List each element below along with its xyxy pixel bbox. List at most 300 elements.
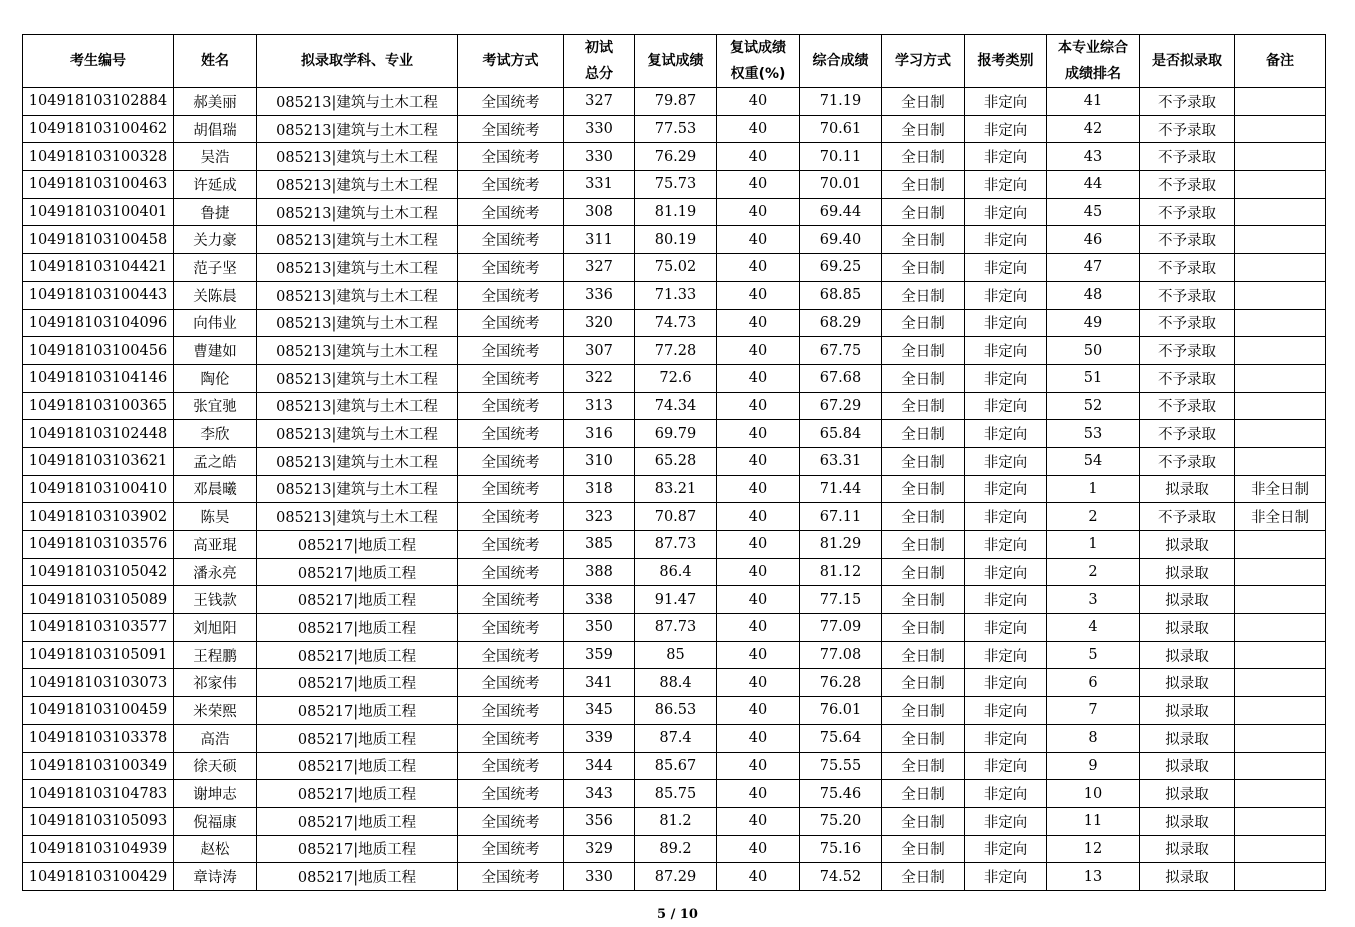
cell-type: 非定向 xyxy=(965,614,1047,642)
cell-weight: 40 xyxy=(717,309,800,337)
cell-type: 非定向 xyxy=(965,337,1047,365)
column-header-total xyxy=(800,35,882,88)
cell-exam: 全国统考 xyxy=(458,364,564,392)
cell-mode: 全日制 xyxy=(882,447,965,475)
table-row xyxy=(23,835,1326,863)
column-header-rank xyxy=(1047,35,1140,88)
cell-major: 085217|地质工程 xyxy=(257,614,458,642)
cell-id: 104918103104146 xyxy=(23,364,174,392)
cell-initial: 330 xyxy=(564,115,635,143)
table-row xyxy=(23,115,1326,143)
cell-major: 085213|建筑与土木工程 xyxy=(257,337,458,365)
cell-rank: 48 xyxy=(1047,281,1140,309)
cell-admit: 不予录取 xyxy=(1140,198,1235,226)
cell-name: 郝美丽 xyxy=(174,88,257,116)
cell-retest: 83.21 xyxy=(635,475,717,503)
column-header-line: 是否拟录取 xyxy=(1152,53,1222,69)
cell-initial: 388 xyxy=(564,558,635,586)
cell-weight: 40 xyxy=(717,88,800,116)
cell-initial: 344 xyxy=(564,752,635,780)
cell-retest: 75.02 xyxy=(635,254,717,282)
table-row xyxy=(23,226,1326,254)
cell-initial: 339 xyxy=(564,724,635,752)
column-header-line: 成绩排名 xyxy=(1065,66,1121,82)
cell-retest: 87.4 xyxy=(635,724,717,752)
cell-type: 非定向 xyxy=(965,420,1047,448)
cell-admit: 拟录取 xyxy=(1140,614,1235,642)
cell-retest: 74.34 xyxy=(635,392,717,420)
cell-type: 非定向 xyxy=(965,503,1047,531)
cell-total: 65.84 xyxy=(800,420,882,448)
cell-mode: 全日制 xyxy=(882,198,965,226)
cell-name: 许延成 xyxy=(174,171,257,199)
cell-rank: 11 xyxy=(1047,807,1140,835)
cell-rank: 44 xyxy=(1047,171,1140,199)
table-row xyxy=(23,807,1326,835)
cell-type: 非定向 xyxy=(965,364,1047,392)
cell-weight: 40 xyxy=(717,281,800,309)
cell-note xyxy=(1235,309,1326,337)
cell-note xyxy=(1235,807,1326,835)
cell-exam: 全国统考 xyxy=(458,281,564,309)
cell-note xyxy=(1235,558,1326,586)
cell-major: 085217|地质工程 xyxy=(257,752,458,780)
admission-table xyxy=(22,34,1326,891)
cell-weight: 40 xyxy=(717,669,800,697)
cell-initial: 350 xyxy=(564,614,635,642)
cell-total: 69.25 xyxy=(800,254,882,282)
table-row xyxy=(23,697,1326,725)
column-header-initial xyxy=(564,35,635,88)
cell-major: 085213|建筑与土木工程 xyxy=(257,420,458,448)
cell-admit: 拟录取 xyxy=(1140,807,1235,835)
cell-id: 104918103104421 xyxy=(23,254,174,282)
cell-weight: 40 xyxy=(717,392,800,420)
cell-id: 104918103105042 xyxy=(23,558,174,586)
cell-admit: 拟录取 xyxy=(1140,669,1235,697)
cell-name: 王钱款 xyxy=(174,586,257,614)
cell-initial: 330 xyxy=(564,863,635,891)
cell-id: 104918103102448 xyxy=(23,420,174,448)
cell-id: 104918103103576 xyxy=(23,531,174,559)
cell-name: 关力豪 xyxy=(174,226,257,254)
cell-weight: 40 xyxy=(717,337,800,365)
cell-weight: 40 xyxy=(717,724,800,752)
cell-exam: 全国统考 xyxy=(458,780,564,808)
cell-admit: 不予录取 xyxy=(1140,447,1235,475)
cell-name: 高浩 xyxy=(174,724,257,752)
cell-initial: 356 xyxy=(564,807,635,835)
cell-name: 曹建如 xyxy=(174,337,257,365)
cell-rank: 50 xyxy=(1047,337,1140,365)
cell-id: 104918103105093 xyxy=(23,807,174,835)
cell-rank: 45 xyxy=(1047,198,1140,226)
cell-admit: 不予录取 xyxy=(1140,171,1235,199)
cell-major: 085217|地质工程 xyxy=(257,724,458,752)
column-header-line: 复试成绩 xyxy=(730,40,786,56)
cell-retest: 69.79 xyxy=(635,420,717,448)
cell-retest: 70.87 xyxy=(635,503,717,531)
cell-type: 非定向 xyxy=(965,226,1047,254)
cell-admit: 拟录取 xyxy=(1140,863,1235,891)
cell-initial: 323 xyxy=(564,503,635,531)
cell-total: 70.61 xyxy=(800,115,882,143)
cell-total: 75.46 xyxy=(800,780,882,808)
cell-id: 104918103100328 xyxy=(23,143,174,171)
table-row xyxy=(23,503,1326,531)
cell-note xyxy=(1235,420,1326,448)
cell-weight: 40 xyxy=(717,697,800,725)
table-row xyxy=(23,88,1326,116)
cell-note xyxy=(1235,447,1326,475)
cell-total: 70.01 xyxy=(800,171,882,199)
column-header-line: 备注 xyxy=(1266,53,1294,69)
cell-type: 非定向 xyxy=(965,115,1047,143)
cell-retest: 76.29 xyxy=(635,143,717,171)
cell-name: 张宜驰 xyxy=(174,392,257,420)
cell-initial: 316 xyxy=(564,420,635,448)
cell-mode: 全日制 xyxy=(882,669,965,697)
cell-note xyxy=(1235,835,1326,863)
cell-mode: 全日制 xyxy=(882,586,965,614)
cell-note: 非全日制 xyxy=(1235,503,1326,531)
cell-total: 75.20 xyxy=(800,807,882,835)
cell-total: 67.68 xyxy=(800,364,882,392)
column-header-admit xyxy=(1140,35,1235,88)
cell-exam: 全国统考 xyxy=(458,586,564,614)
cell-weight: 40 xyxy=(717,835,800,863)
cell-weight: 40 xyxy=(717,364,800,392)
cell-mode: 全日制 xyxy=(882,143,965,171)
cell-major: 085217|地质工程 xyxy=(257,641,458,669)
table-row xyxy=(23,641,1326,669)
cell-weight: 40 xyxy=(717,558,800,586)
cell-type: 非定向 xyxy=(965,780,1047,808)
cell-name: 孟之皓 xyxy=(174,447,257,475)
cell-mode: 全日制 xyxy=(882,115,965,143)
cell-major: 085213|建筑与土木工程 xyxy=(257,171,458,199)
cell-note xyxy=(1235,641,1326,669)
column-header-line: 拟录取学科、专业 xyxy=(301,53,413,69)
column-header-line: 权重(%) xyxy=(730,66,786,82)
cell-type: 非定向 xyxy=(965,558,1047,586)
cell-name: 陶伦 xyxy=(174,364,257,392)
cell-rank: 7 xyxy=(1047,697,1140,725)
cell-mode: 全日制 xyxy=(882,392,965,420)
page-number: 5 / 10 xyxy=(657,907,698,922)
cell-total: 77.08 xyxy=(800,641,882,669)
cell-weight: 40 xyxy=(717,503,800,531)
cell-initial: 385 xyxy=(564,531,635,559)
cell-rank: 2 xyxy=(1047,503,1140,531)
cell-total: 77.15 xyxy=(800,586,882,614)
cell-admit: 不予录取 xyxy=(1140,503,1235,531)
cell-total: 69.40 xyxy=(800,226,882,254)
cell-weight: 40 xyxy=(717,115,800,143)
table-row xyxy=(23,447,1326,475)
cell-admit: 不予录取 xyxy=(1140,337,1235,365)
cell-admit: 不予录取 xyxy=(1140,143,1235,171)
cell-note xyxy=(1235,863,1326,891)
cell-total: 76.28 xyxy=(800,669,882,697)
cell-admit: 拟录取 xyxy=(1140,586,1235,614)
cell-weight: 40 xyxy=(717,586,800,614)
column-header-line: 姓名 xyxy=(201,53,229,69)
cell-retest: 71.33 xyxy=(635,281,717,309)
cell-initial: 313 xyxy=(564,392,635,420)
cell-retest: 88.4 xyxy=(635,669,717,697)
cell-name: 陈昊 xyxy=(174,503,257,531)
cell-id: 104918103103378 xyxy=(23,724,174,752)
cell-type: 非定向 xyxy=(965,254,1047,282)
cell-exam: 全国统考 xyxy=(458,115,564,143)
column-header-exam xyxy=(458,35,564,88)
cell-exam: 全国统考 xyxy=(458,420,564,448)
cell-initial: 359 xyxy=(564,641,635,669)
cell-type: 非定向 xyxy=(965,281,1047,309)
cell-name: 邓晨曦 xyxy=(174,475,257,503)
table-row xyxy=(23,392,1326,420)
cell-exam: 全国统考 xyxy=(458,143,564,171)
cell-total: 63.31 xyxy=(800,447,882,475)
cell-major: 085213|建筑与土木工程 xyxy=(257,143,458,171)
cell-major: 085213|建筑与土木工程 xyxy=(257,115,458,143)
cell-note xyxy=(1235,143,1326,171)
cell-id: 104918103105089 xyxy=(23,586,174,614)
table-row xyxy=(23,171,1326,199)
cell-type: 非定向 xyxy=(965,807,1047,835)
cell-weight: 40 xyxy=(717,475,800,503)
column-header-line: 总分 xyxy=(585,66,613,82)
cell-id: 104918103103073 xyxy=(23,669,174,697)
cell-mode: 全日制 xyxy=(882,420,965,448)
cell-retest: 81.19 xyxy=(635,198,717,226)
cell-exam: 全国统考 xyxy=(458,835,564,863)
cell-initial: 327 xyxy=(564,88,635,116)
cell-exam: 全国统考 xyxy=(458,752,564,780)
cell-admit: 拟录取 xyxy=(1140,752,1235,780)
cell-rank: 47 xyxy=(1047,254,1140,282)
table-row xyxy=(23,531,1326,559)
cell-note xyxy=(1235,586,1326,614)
cell-retest: 75.73 xyxy=(635,171,717,199)
cell-total: 81.12 xyxy=(800,558,882,586)
column-header-name xyxy=(174,35,257,88)
cell-mode: 全日制 xyxy=(882,503,965,531)
cell-rank: 13 xyxy=(1047,863,1140,891)
cell-note xyxy=(1235,171,1326,199)
cell-retest: 87.29 xyxy=(635,863,717,891)
cell-name: 范子坚 xyxy=(174,254,257,282)
cell-note xyxy=(1235,724,1326,752)
cell-initial: 327 xyxy=(564,254,635,282)
cell-exam: 全国统考 xyxy=(458,724,564,752)
cell-weight: 40 xyxy=(717,780,800,808)
cell-exam: 全国统考 xyxy=(458,475,564,503)
cell-major: 085217|地质工程 xyxy=(257,586,458,614)
cell-initial: 322 xyxy=(564,364,635,392)
table-row xyxy=(23,614,1326,642)
cell-rank: 41 xyxy=(1047,88,1140,116)
cell-name: 鲁捷 xyxy=(174,198,257,226)
cell-note xyxy=(1235,531,1326,559)
column-header-line: 综合成绩 xyxy=(812,53,869,69)
cell-type: 非定向 xyxy=(965,724,1047,752)
column-header-line: 复试成绩 xyxy=(647,53,704,69)
cell-mode: 全日制 xyxy=(882,281,965,309)
cell-name: 徐天硕 xyxy=(174,752,257,780)
table-row xyxy=(23,337,1326,365)
cell-retest: 85.75 xyxy=(635,780,717,808)
cell-name: 章诗涛 xyxy=(174,863,257,891)
cell-rank: 4 xyxy=(1047,614,1140,642)
cell-note: 非全日制 xyxy=(1235,475,1326,503)
cell-name: 谢坤志 xyxy=(174,780,257,808)
cell-weight: 40 xyxy=(717,420,800,448)
cell-type: 非定向 xyxy=(965,475,1047,503)
cell-major: 085213|建筑与土木工程 xyxy=(257,503,458,531)
cell-rank: 43 xyxy=(1047,143,1140,171)
cell-exam: 全国统考 xyxy=(458,88,564,116)
cell-rank: 10 xyxy=(1047,780,1140,808)
cell-id: 104918103100456 xyxy=(23,337,174,365)
cell-major: 085217|地质工程 xyxy=(257,835,458,863)
cell-mode: 全日制 xyxy=(882,697,965,725)
column-header-line: 考试方式 xyxy=(482,53,539,69)
cell-total: 77.09 xyxy=(800,614,882,642)
cell-exam: 全国统考 xyxy=(458,614,564,642)
cell-admit: 不予录取 xyxy=(1140,281,1235,309)
cell-major: 085217|地质工程 xyxy=(257,780,458,808)
cell-id: 104918103105091 xyxy=(23,641,174,669)
cell-weight: 40 xyxy=(717,143,800,171)
cell-major: 085213|建筑与土木工程 xyxy=(257,364,458,392)
cell-note xyxy=(1235,669,1326,697)
cell-mode: 全日制 xyxy=(882,724,965,752)
column-header-major xyxy=(257,35,458,88)
cell-mode: 全日制 xyxy=(882,807,965,835)
cell-exam: 全国统考 xyxy=(458,198,564,226)
cell-mode: 全日制 xyxy=(882,752,965,780)
cell-note xyxy=(1235,226,1326,254)
cell-major: 085213|建筑与土木工程 xyxy=(257,281,458,309)
cell-major: 085213|建筑与土木工程 xyxy=(257,198,458,226)
cell-mode: 全日制 xyxy=(882,309,965,337)
cell-name: 潘永亮 xyxy=(174,558,257,586)
cell-mode: 全日制 xyxy=(882,337,965,365)
cell-note xyxy=(1235,337,1326,365)
cell-type: 非定向 xyxy=(965,669,1047,697)
cell-retest: 85 xyxy=(635,641,717,669)
cell-rank: 54 xyxy=(1047,447,1140,475)
table-row xyxy=(23,863,1326,891)
cell-mode: 全日制 xyxy=(882,171,965,199)
cell-id: 104918103100401 xyxy=(23,198,174,226)
cell-exam: 全国统考 xyxy=(458,531,564,559)
cell-retest: 85.67 xyxy=(635,752,717,780)
table-row xyxy=(23,281,1326,309)
cell-id: 104918103102884 xyxy=(23,88,174,116)
table-row xyxy=(23,198,1326,226)
cell-note xyxy=(1235,392,1326,420)
cell-mode: 全日制 xyxy=(882,226,965,254)
cell-major: 085213|建筑与土木工程 xyxy=(257,88,458,116)
table-row xyxy=(23,254,1326,282)
cell-rank: 52 xyxy=(1047,392,1140,420)
cell-name: 倪福康 xyxy=(174,807,257,835)
cell-id: 104918103100429 xyxy=(23,863,174,891)
cell-mode: 全日制 xyxy=(882,780,965,808)
cell-major: 085217|地质工程 xyxy=(257,863,458,891)
cell-rank: 8 xyxy=(1047,724,1140,752)
column-header-line: 本专业综合 xyxy=(1058,40,1128,56)
cell-exam: 全国统考 xyxy=(458,641,564,669)
cell-exam: 全国统考 xyxy=(458,863,564,891)
cell-total: 67.29 xyxy=(800,392,882,420)
cell-admit: 拟录取 xyxy=(1140,780,1235,808)
cell-retest: 77.28 xyxy=(635,337,717,365)
cell-major: 085213|建筑与土木工程 xyxy=(257,392,458,420)
cell-initial: 329 xyxy=(564,835,635,863)
cell-total: 67.11 xyxy=(800,503,882,531)
cell-weight: 40 xyxy=(717,614,800,642)
cell-mode: 全日制 xyxy=(882,558,965,586)
cell-initial: 345 xyxy=(564,697,635,725)
cell-rank: 53 xyxy=(1047,420,1140,448)
cell-total: 75.55 xyxy=(800,752,882,780)
cell-note xyxy=(1235,115,1326,143)
cell-admit: 拟录取 xyxy=(1140,724,1235,752)
cell-retest: 87.73 xyxy=(635,531,717,559)
cell-initial: 311 xyxy=(564,226,635,254)
cell-rank: 12 xyxy=(1047,835,1140,863)
cell-retest: 91.47 xyxy=(635,586,717,614)
cell-type: 非定向 xyxy=(965,641,1047,669)
cell-type: 非定向 xyxy=(965,447,1047,475)
cell-type: 非定向 xyxy=(965,198,1047,226)
table-row xyxy=(23,558,1326,586)
cell-note xyxy=(1235,614,1326,642)
cell-retest: 80.19 xyxy=(635,226,717,254)
table-body xyxy=(23,88,1326,891)
cell-name: 李欣 xyxy=(174,420,257,448)
cell-id: 104918103100410 xyxy=(23,475,174,503)
cell-weight: 40 xyxy=(717,198,800,226)
cell-weight: 40 xyxy=(717,226,800,254)
table-row xyxy=(23,420,1326,448)
cell-initial: 343 xyxy=(564,780,635,808)
table-row xyxy=(23,364,1326,392)
cell-name: 刘旭阳 xyxy=(174,614,257,642)
cell-rank: 2 xyxy=(1047,558,1140,586)
cell-retest: 79.87 xyxy=(635,88,717,116)
cell-admit: 不予录取 xyxy=(1140,226,1235,254)
cell-id: 104918103100458 xyxy=(23,226,174,254)
table-row xyxy=(23,586,1326,614)
cell-initial: 336 xyxy=(564,281,635,309)
cell-weight: 40 xyxy=(717,254,800,282)
cell-major: 085213|建筑与土木工程 xyxy=(257,447,458,475)
cell-exam: 全国统考 xyxy=(458,309,564,337)
cell-exam: 全国统考 xyxy=(458,697,564,725)
cell-exam: 全国统考 xyxy=(458,337,564,365)
cell-name: 胡倡瑞 xyxy=(174,115,257,143)
cell-total: 75.64 xyxy=(800,724,882,752)
cell-mode: 全日制 xyxy=(882,364,965,392)
cell-major: 085217|地质工程 xyxy=(257,531,458,559)
cell-total: 68.85 xyxy=(800,281,882,309)
cell-initial: 338 xyxy=(564,586,635,614)
